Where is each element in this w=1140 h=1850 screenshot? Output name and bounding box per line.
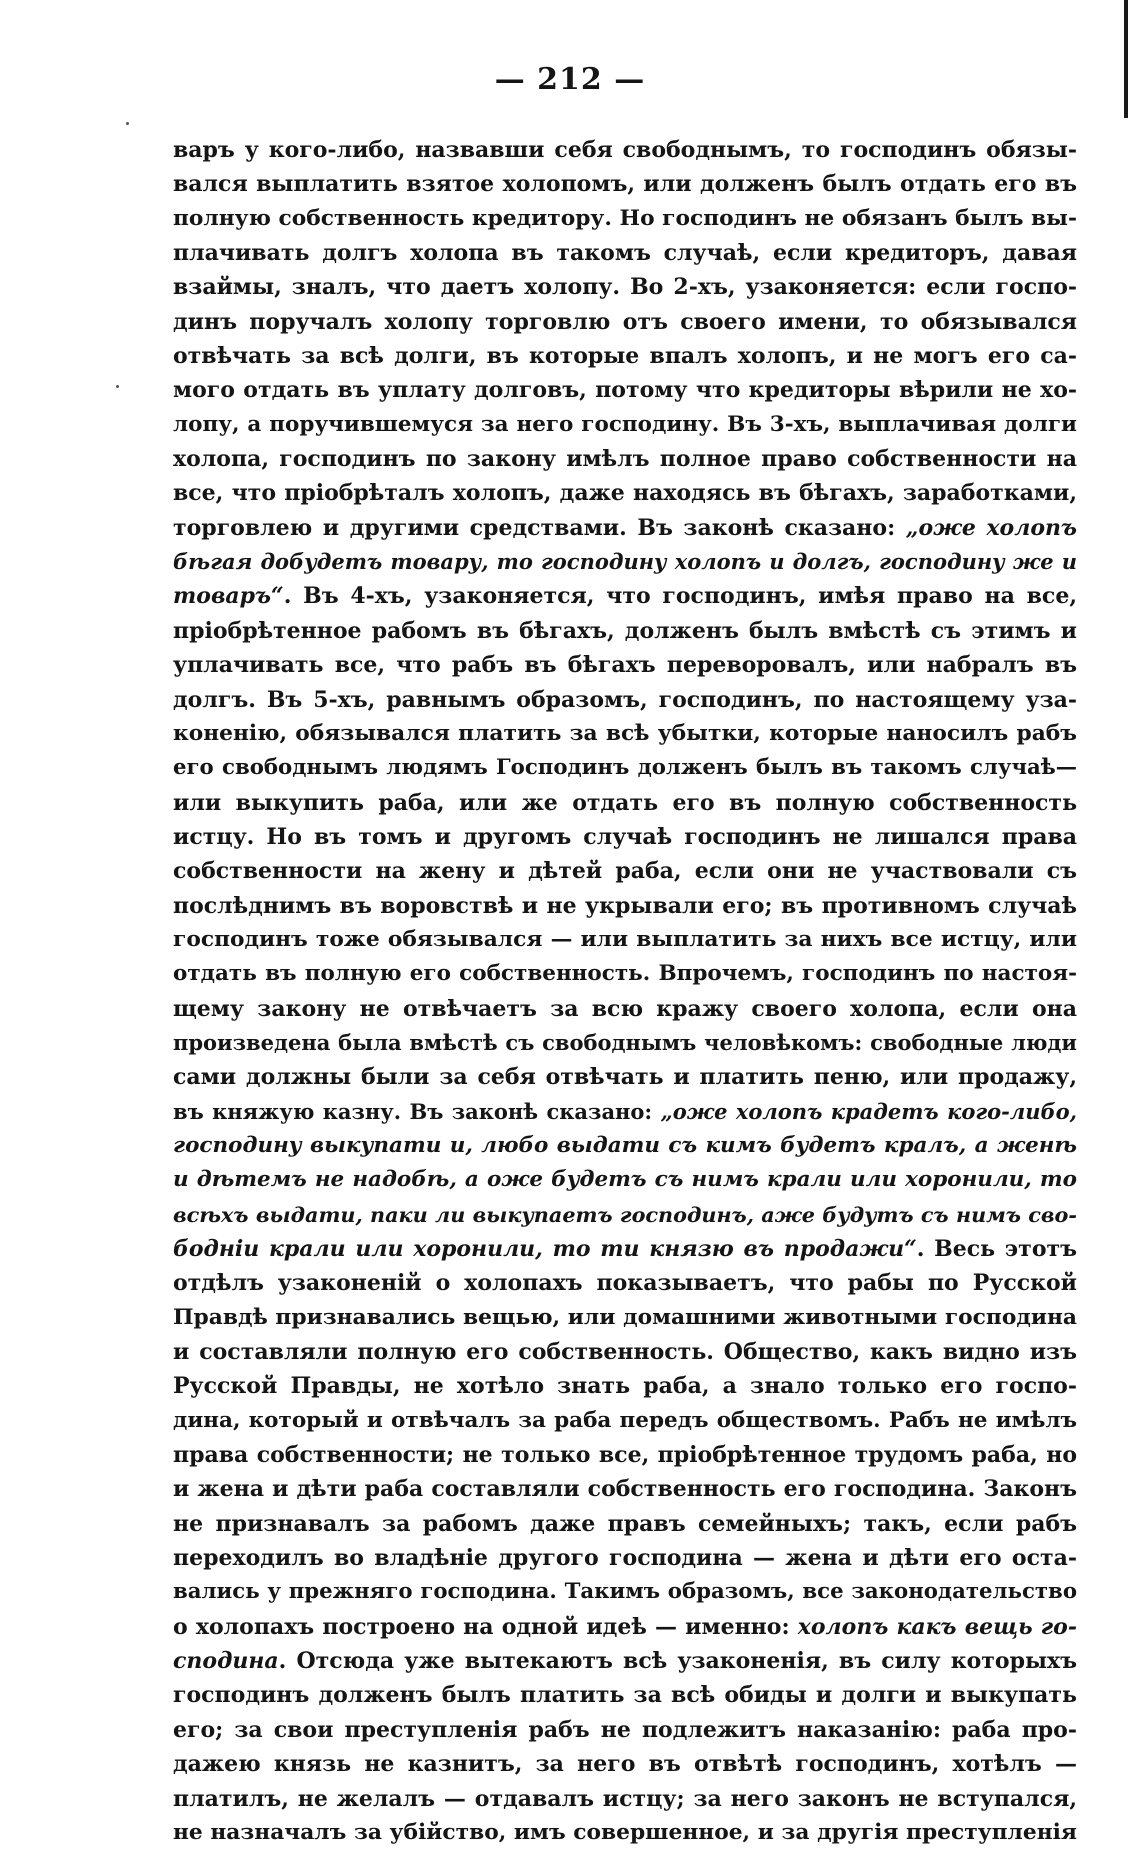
text-segment: или выкупить раба, или же отдать его въ полную собственность	[173, 789, 1077, 816]
print-speck	[116, 385, 119, 388]
text-line	[173, 1678, 1077, 1712]
text-line	[173, 1816, 1077, 1850]
text-line	[173, 923, 1077, 957]
text-segment: пріобрѣтенное рабомъ въ бѣгахъ, долженъ былъ вмѣстѣ съ этимъ и	[173, 617, 1077, 644]
text-line	[173, 1232, 1077, 1266]
text-line	[173, 408, 1077, 442]
text-segment: отвѣчать за всѣ долги, въ которые впалъ холопъ, и не могъ его са-	[173, 343, 1077, 370]
text-segment: платилъ, не желалъ — отдавалъ истцу; за него законъ не вступался,	[173, 1785, 1077, 1812]
text-line	[173, 476, 1077, 510]
text-line	[173, 957, 1077, 991]
text-line	[173, 1404, 1077, 1438]
text-segment: послѣднимъ въ воровствѣ и не укрывали его; въ противномъ случаѣ	[173, 892, 1077, 919]
text-line	[173, 1472, 1077, 1506]
quoted-law-text: „оже холопъ крадетъ кого-либо,	[660, 1098, 1077, 1124]
quoted-law-text: сподина	[173, 1648, 279, 1675]
quoted-law-text: и дѣтемъ не надобѣ, а оже будетъ съ нимъ крали или хоронили, то	[173, 1167, 1077, 1193]
text-line	[173, 1782, 1077, 1816]
text-line	[173, 717, 1077, 751]
text-line	[173, 305, 1077, 339]
text-segment: щему закону не отвѣчаетъ за всю кражу своего холопа, если она	[173, 995, 1077, 1022]
text-segment: варъ у кого-либо, назвавши себя свободнымъ, то господинъ обязы-	[173, 137, 1077, 163]
text-segment: собственности на жену и дѣтей раба, если они не участвовали съ	[173, 858, 1077, 885]
body-text	[173, 133, 1077, 1850]
text-line	[173, 1747, 1077, 1781]
text-line	[173, 167, 1077, 201]
text-line	[173, 1129, 1077, 1163]
text-line	[173, 786, 1077, 820]
text-segment: . Въ 4-хъ, узаконяется, что господинъ, имѣя право на все,	[283, 583, 1077, 610]
text-segment: сами должны были за себя отвѣчать и платить пеню, или продажу,	[173, 1064, 1077, 1091]
text-line	[173, 579, 1077, 613]
text-line	[173, 683, 1077, 717]
text-line	[173, 1095, 1077, 1129]
text-segment: дина, который и отвѣчалъ за раба передъ обществомъ. Рабъ не имѣлъ	[173, 1407, 1077, 1433]
text-segment: господинъ тоже обязывался — или выплатить за нихъ все истцу, или	[173, 926, 1077, 952]
text-line	[173, 889, 1077, 923]
text-segment: его; за свои преступленія рабъ не подлежитъ наказанію: раба про-	[173, 1716, 1077, 1743]
text-line	[173, 511, 1077, 545]
text-line	[173, 648, 1077, 682]
quoted-law-text: „оже холопъ	[905, 514, 1078, 541]
page-number: — 212 —	[494, 62, 646, 97]
text-segment: вался выплатить взятое холопомъ, или долженъ былъ отдать его въ	[173, 171, 1077, 198]
text-line	[173, 545, 1077, 579]
text-line	[173, 1610, 1077, 1644]
text-segment: торговлею и другими средствами. Въ законѣ сказано:	[173, 514, 906, 541]
text-segment: истцу. Но въ томъ и другомъ случаѣ господинъ не лишался права	[173, 823, 1077, 850]
text-segment: динъ поручалъ холопу торговлю отъ своего имени, то обязывался	[173, 308, 1077, 335]
text-segment: взаймы, зналъ, что даетъ холопу. Во 2-хъ, узаконяется: если госпо-	[173, 274, 1077, 301]
text-line	[173, 1507, 1077, 1541]
text-line	[173, 133, 1077, 167]
text-segment: не признавалъ за рабомъ даже правъ семейныхъ; такъ, если рабъ	[173, 1510, 1077, 1537]
text-segment: дажею князь не казнитъ, за него въ отвѣтѣ господинъ, хотѣлъ —	[173, 1751, 1077, 1778]
text-segment: и жена и дѣти раба составляли собственность его господина. Законъ	[173, 1476, 1077, 1503]
text-line	[173, 1026, 1077, 1060]
quoted-law-text: всѣхъ выдати, паки ли выкупаетъ господинъ, аже будутъ съ нимъ сво-	[173, 1202, 1077, 1227]
quoted-law-text: господину выкупати и, любо выдати съ кимъ будетъ кралъ, а женѣ	[173, 1132, 1077, 1158]
text-segment: не назначалъ за убійство, имъ совершенное, и за другія преступленія	[173, 1819, 1077, 1845]
print-speck	[126, 122, 129, 125]
text-line	[173, 373, 1077, 407]
text-segment: о холопахъ построено на одной идеѣ — именно:	[173, 1613, 798, 1640]
text-line	[173, 339, 1077, 373]
text-segment: отдать въ полную его собственность. Впрочемъ, господинъ по настоя-	[173, 961, 1077, 987]
text-segment: долгъ. Въ 5-хъ, равнымъ образомъ, господинъ, по настоящему уза-	[173, 686, 1077, 713]
text-line	[173, 1644, 1077, 1678]
text-line	[173, 614, 1077, 648]
text-line	[173, 1335, 1077, 1369]
text-line	[173, 1198, 1077, 1232]
text-segment: отдѣлъ узаконеній о холопахъ показываетъ, что рабы по Русской	[173, 1270, 1077, 1297]
text-segment: вались у прежняго господина. Такимъ образомъ, все законодательство	[173, 1579, 1077, 1605]
text-line	[173, 1369, 1077, 1403]
text-segment: и составляли полную его собственность. Общество, какъ видно изъ	[173, 1339, 1077, 1366]
text-segment: коненію, обязывался платить за всѣ убытки, которые наносилъ рабъ	[173, 720, 1077, 746]
text-segment: . Весь этотъ	[916, 1236, 1077, 1262]
text-line	[173, 236, 1077, 270]
text-segment: . Отсюда уже вытекаютъ всѣ узаконенія, въ силу которыхъ	[278, 1648, 1077, 1675]
text-segment: все, что пріобрѣталъ холопъ, даже находясь въ бѣгахъ, заработками,	[173, 480, 1077, 507]
text-line	[173, 751, 1077, 785]
text-line	[173, 1438, 1077, 1472]
quoted-law-text: товаръ“	[173, 583, 284, 610]
text-segment: права собственности; не только все, пріобрѣтенное трудомъ раба, но	[173, 1442, 1077, 1469]
page-edge-rule	[1124, 0, 1128, 118]
text-segment: лопу, а поручившемуся за него господину. Въ 3-хъ, выплачивая долги	[173, 411, 1077, 437]
text-line	[173, 442, 1077, 476]
text-segment: произведена была вмѣстѣ съ свободнымъ человѣкомъ: свободные люди	[173, 1029, 1077, 1055]
text-line	[173, 1266, 1077, 1300]
text-line	[173, 820, 1077, 854]
text-segment: Правдѣ признавались вещью, или домашними животными господина	[173, 1304, 1077, 1330]
quoted-law-text: бодніи крали или хоронили, то ти князю въ продажи“	[173, 1236, 917, 1262]
text-segment: его свободнымъ людямъ Господинъ долженъ былъ въ такомъ случаѣ—	[173, 755, 1077, 781]
text-segment: холопа, господинъ по закону имѣлъ полное право собственности на	[173, 446, 1077, 473]
text-segment: въ княжую казну. Въ законѣ сказано:	[173, 1098, 661, 1124]
text-segment: полную собственность кредитору. Но господинъ не обязанъ былъ вы-	[173, 205, 1077, 231]
text-segment: уплачивать все, что рабъ въ бѣгахъ переворовалъ, или набралъ въ	[173, 652, 1077, 679]
text-line	[173, 1060, 1077, 1094]
text-segment: господинъ долженъ былъ платить за всѣ обиды и долги и выкупать	[173, 1682, 1077, 1709]
text-line	[173, 1163, 1077, 1197]
text-segment: плачивать долгъ холопа въ такомъ случаѣ, если кредиторъ, давая	[173, 240, 1077, 267]
text-line	[173, 1713, 1077, 1747]
text-line	[173, 1541, 1077, 1575]
text-line	[173, 992, 1077, 1026]
quoted-law-text: бѣгая добудетъ товару, то господину холопъ и долгъ, господину же и	[173, 549, 1077, 575]
text-line	[173, 854, 1077, 888]
text-line	[173, 1575, 1077, 1609]
text-segment: переходилъ во владѣніе другого господина — жена и дѣти его оста-	[173, 1545, 1077, 1572]
text-segment: Русской Правды, не хотѣло знать раба, а знало только его госпо-	[173, 1373, 1077, 1400]
text-segment: мого отдать въ уплату долговъ, потому что кредиторы вѣрили не хо-	[173, 377, 1077, 404]
text-line	[173, 1301, 1077, 1335]
text-line	[173, 202, 1077, 236]
text-line	[173, 270, 1077, 304]
quoted-law-text: холопъ какъ вещь го-	[797, 1613, 1077, 1640]
